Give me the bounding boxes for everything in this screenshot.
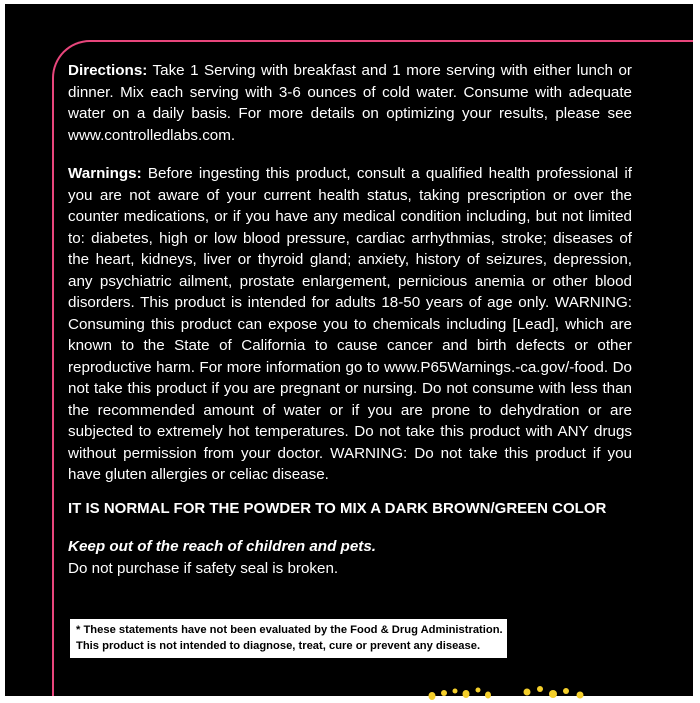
warnings-heading: Warnings: <box>68 165 142 182</box>
directions-text: Take 1 Serving with breakfast and 1 more serving with either lunch or dinner. Mix each serving with 3-6 ounces of cold water. Consume with adequate water on a daily basis. For more details on optimizing your results, please see www.controlledlabs.com. <box>68 62 632 144</box>
color-notice: IT IS NORMAL FOR THE POWDER TO MIX A DARK BROWN/GREEN COLOR <box>68 499 607 517</box>
safety-seal-notice: Do not purchase if safety seal is broken. <box>68 559 339 577</box>
fda-disclaimer-line-1: * These statements have not been evaluated by the Food & Drug Administration. <box>76 624 503 636</box>
keep-out-notice: Keep out of the reach of children and pets. <box>68 538 377 555</box>
fda-disclaimer-line-2: This product is not intended to diagnose, treat, cure or prevent any disease. <box>76 640 481 652</box>
directions-heading: Directions: <box>68 62 148 79</box>
warnings-text: Before ingesting this product, consult a qualified health professional if you are not aware of your current health status, taking prescription or over the counter medications, or if you have any medical condition including, but not limited to: diabetes, high or low blood pressure, cardiac arrhythmias, stroke; diseases of the heart, kidneys, liver or thyroid gland; anxiety, history of seizures, depression, any psychiatric ailment, prostate enlargement, pernicious anemia or other blood disorders. This product is intended for adults 18-50 years of age only. WARNING: Consuming this product can expose you to chemicals including [Lead], which are known to the State of California to cause cancer and birth defects or other reproductive harm. For more information go to www.P65Warnings.-ca.gov/-food. Do not take this product if you are pregnant or nursing. Do not consume with less than the recommended amount of water or if you are prone to dehydration or are subjected to extremely hot temperatures. Do not take this product with ANY drugs without permission from your doctor. WARNING: Do not take this product if you have gluten allergies or celiac disease. <box>68 165 632 483</box>
